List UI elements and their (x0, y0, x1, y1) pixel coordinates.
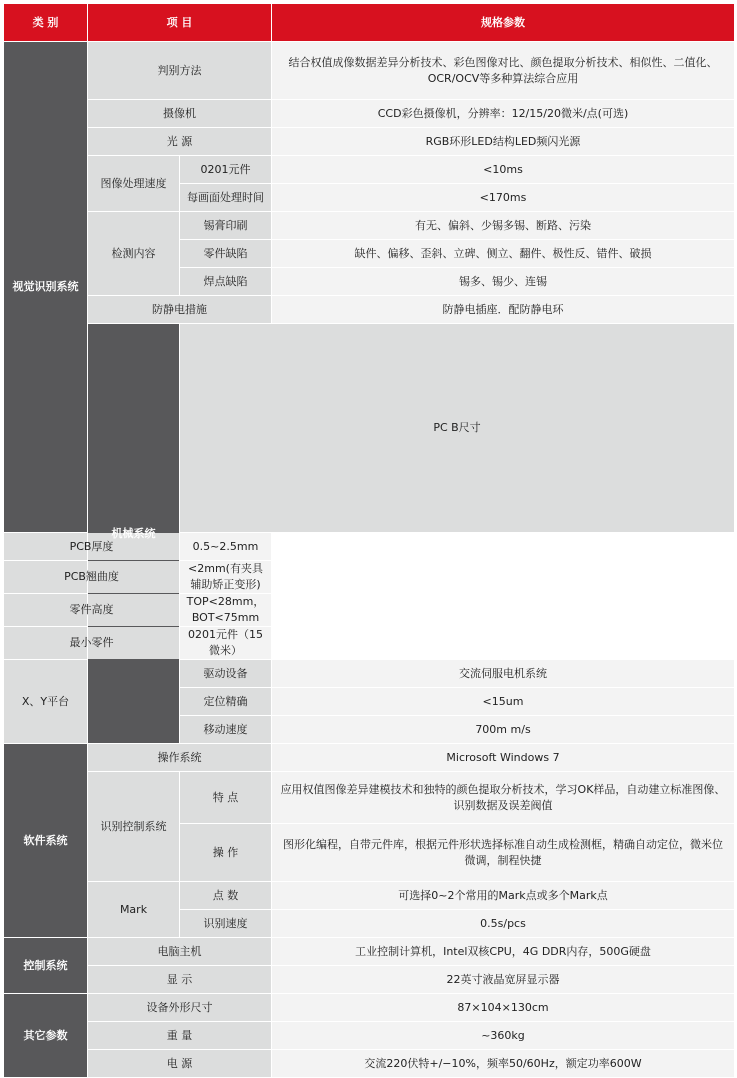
item-label: 摄像机 (88, 100, 272, 128)
spec-value: 防静电插座．配防静电环 (272, 296, 735, 324)
group-label: Mark (88, 882, 180, 938)
category-software: 软件系统 (4, 744, 88, 938)
table-row (4, 296, 735, 324)
item-label: PCB翘曲度 (4, 561, 180, 594)
sub-item-label: 驱动设备 (180, 660, 272, 688)
spec-value: RGB环形LED结构LED频闪光源 (272, 128, 735, 156)
item-label: 重 量 (88, 1022, 272, 1050)
spec-value: <170ms (272, 184, 735, 212)
sub-item-label: 焊点缺陷 (180, 268, 272, 296)
spec-value: 可选择0~2个常用的Mark点或多个Mark点 (272, 882, 735, 910)
sub-item-label: 0201元件 (180, 156, 272, 184)
spec-table (3, 3, 735, 1078)
table-row (4, 128, 735, 156)
header-spec: 规格参数 (272, 4, 735, 42)
item-label: 最小零件 (4, 627, 180, 660)
sub-item-label: 点 数 (180, 882, 272, 910)
header-category: 类 别 (4, 4, 88, 42)
spec-value: 有无、偏斜、少锡多锡、断路、污染 (272, 212, 735, 240)
item-label: 判别方法 (88, 42, 272, 100)
spec-value: 22英寸液晶宽屏显示器 (272, 966, 735, 994)
spec-value: 应用权值图像差异建模技术和独特的颜色提取分析技术，学习OK样品，自动建立标准图像、识别数据及误差阀值 (272, 772, 735, 824)
item-label: PCB厚度 (4, 533, 180, 561)
spec-value: TOP<28mm，BOT<75mm (180, 594, 272, 627)
table-row (4, 882, 735, 910)
sub-item-label: 识别速度 (180, 910, 272, 938)
spec-value: 缺件、偏移、歪斜、立碑、侧立、翻件、极性反、错件、破损 (272, 240, 735, 268)
group-label: X、Y平台 (4, 660, 88, 744)
category-control: 控制系统 (4, 938, 88, 994)
sub-item-label: 移动速度 (180, 716, 272, 744)
item-label: 电 源 (88, 1050, 272, 1078)
item-label: 光 源 (88, 128, 272, 156)
header-item: 项 目 (88, 4, 272, 42)
spec-value: <2mm(有夹具辅助矫正变形) (180, 561, 272, 594)
item-label: PC B尺寸 (180, 324, 735, 533)
sub-item-label: 定位精确 (180, 688, 272, 716)
table-row (4, 627, 735, 660)
table-row (4, 42, 735, 100)
table-row (4, 1050, 735, 1078)
group-label: 图像处理速度 (88, 156, 180, 212)
sub-item-label: 零件缺陷 (180, 240, 272, 268)
sub-item-label: 锡膏印刷 (180, 212, 272, 240)
spec-value: ~360kg (272, 1022, 735, 1050)
category-vision: 视觉识别系统 (4, 42, 88, 533)
table-row (4, 938, 735, 966)
table-row (4, 561, 735, 594)
table-row (4, 324, 735, 533)
spec-value: CCD彩色摄像机，分辨率：12/15/20微米/点(可选) (272, 100, 735, 128)
spec-value: 结合权值成像数据差异分析技术、彩色图像对比、颜色提取分析技术、相似性、二值化、OCR/OCV等多种算法综合应用 (272, 42, 735, 100)
spec-value: 0201元件（15微米） (180, 627, 272, 660)
spec-value: 图形化编程，自带元件库，根据元件形状选择标准自动生成检测框，精确自动定位，微米位微调，制程快捷 (272, 824, 735, 882)
spec-value: 交流伺服电机系统 (272, 660, 735, 688)
item-label: 防静电措施 (88, 296, 272, 324)
category-mechanical: 机械系统 (88, 324, 180, 744)
spec-value: <15um (272, 688, 735, 716)
table-row (4, 100, 735, 128)
table-row (4, 744, 735, 772)
sub-item-label: 操 作 (180, 824, 272, 882)
spec-value: 0.5s/pcs (272, 910, 735, 938)
spec-value: 700m m/s (272, 716, 735, 744)
table-row (4, 772, 735, 824)
sub-item-label: 每画面处理时间 (180, 184, 272, 212)
item-label: 显 示 (88, 966, 272, 994)
spec-value: <10ms (272, 156, 735, 184)
spec-value: Microsoft Windows 7 (272, 744, 735, 772)
category-other: 其它参数 (4, 994, 88, 1078)
table-row (4, 966, 735, 994)
item-label: 电脑主机 (88, 938, 272, 966)
spec-value: 交流220伏特+/−10%，频率50/60Hz，额定功率600W (272, 1050, 735, 1078)
item-label: 操作系统 (88, 744, 272, 772)
spec-value: 工业控制计算机，Intel双核CPU，4G DDR内存，500G硬盘 (272, 938, 735, 966)
table-row (4, 594, 735, 627)
item-label: 零件高度 (4, 594, 180, 627)
group-label: 检测内容 (88, 212, 180, 296)
table-row (4, 1022, 735, 1050)
item-label: 设备外形尺寸 (88, 994, 272, 1022)
spec-value: 87×104×130cm (272, 994, 735, 1022)
table-row (4, 994, 735, 1022)
spec-value: 锡多、锡少、连锡 (272, 268, 735, 296)
group-label: 识别控制系统 (88, 772, 180, 882)
table-row (4, 212, 735, 240)
sub-item-label: 特 点 (180, 772, 272, 824)
spec-value: 0.5~2.5mm (180, 533, 272, 561)
table-row (4, 156, 735, 184)
